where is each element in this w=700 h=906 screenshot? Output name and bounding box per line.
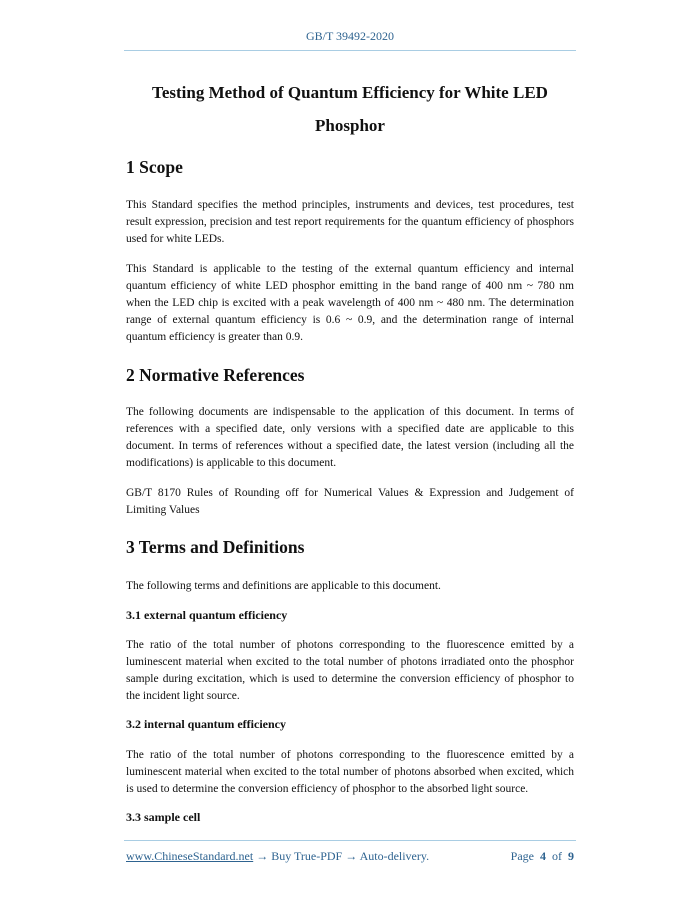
references-paragraph-1: The following documents are indispensable to the application of this document. In terms of references with a specified date, only versions with a specified date are applicable to this document. In terms of references without a specified date, the latest version (including all the modifications) is applicable to this document. — [126, 406, 574, 469]
page-indicator — [511, 849, 574, 864]
title-line-1: Testing Method of Quantum Efficiency for White LED — [152, 83, 548, 102]
scope-paragraph-1: This Standard specifies the method principles, instruments and devices, test procedures, test result expression, precision and test report requirements for the quantum efficiency of phosphors used for white LEDs. — [126, 199, 574, 245]
footer-promo-text: → Buy True-PDF → Auto-delivery. — [253, 849, 430, 863]
term-text-3-1: The ratio of the total number of photons corresponding to the fluorescence emitted by a luminescent material when excited to the total number of photons irradiated onto the phosphor sample during excitation, which is used to determine the conversion efficiency of phosphor to the incident light source. — [126, 639, 574, 702]
section-heading-references: 2 Normative References — [126, 365, 305, 385]
term-heading-3-1: 3.1 external quantum efficiency — [126, 608, 288, 622]
section-heading-scope: 1 Scope — [126, 157, 183, 177]
title-line-2: Phosphor — [315, 116, 385, 135]
header-doc-code: GB/T 39492-2020 — [305, 29, 395, 43]
term-text-3-2: The ratio of the total number of photons corresponding to the fluorescence emitted by a luminescent material when excited to the total number of photons absorbed when excited, which is used to determine the conversion efficiency of phosphor to the absorbed light source. — [126, 749, 574, 795]
section-heading-terms: 3 Terms and Definitions — [126, 537, 305, 557]
footer — [126, 849, 574, 864]
current-page: 4 — [540, 849, 546, 863]
terms-paragraph-1: The following terms and definitions are applicable to this document. — [126, 580, 441, 592]
footer-link[interactable]: www.ChineseStandard.net — [126, 849, 254, 863]
document-title — [100, 76, 600, 142]
term-heading-3-3: 3.3 sample cell — [126, 810, 201, 824]
header-rule — [124, 50, 576, 51]
references-paragraph-2: GB/T 8170 Rules of Rounding off for Numerical Values & Expression and Judgement of Limiting Values — [126, 487, 574, 516]
term-heading-3-2: 3.2 internal quantum efficiency — [126, 717, 286, 731]
footer-promo — [126, 849, 429, 864]
page-label: Page — [510, 849, 534, 863]
total-pages: 9 — [568, 849, 574, 863]
footer-rule — [124, 840, 576, 841]
of-label: of — [552, 849, 562, 863]
scope-paragraph-2: This Standard is applicable to the testing of the external quantum efficiency and internal quantum efficiency of white LED phosphor emitting in the band range of 400 nm ~ 780 nm when the LED chip is excited with a peak wavelength of 400 nm ~ 480 nm. The determination range of external quantum efficiency is 0.6 ~ 0.9, and the determination range of internal quantum efficiency is greater than 0.9. — [126, 263, 574, 343]
